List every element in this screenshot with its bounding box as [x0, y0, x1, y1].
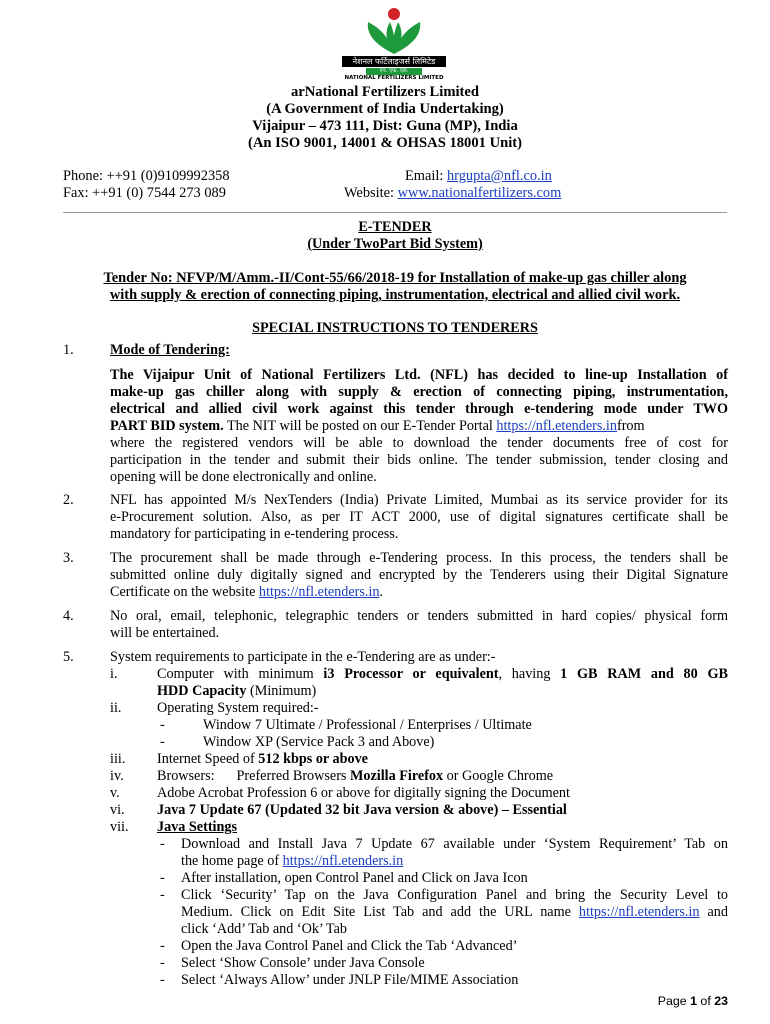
nit-text: The NIT will be posted on our E-Tender Portal — [223, 418, 497, 434]
internet-speed-value: 512 kbps or above — [258, 751, 368, 767]
two-part-bid-bold: PART BID system. — [110, 418, 224, 434]
email-link[interactable]: hrgupta@nfl.co.in — [446, 168, 552, 184]
item-3-line-1: The procurement shall be made through e-Tendering process. In this process, the tenders shall be — [110, 550, 728, 566]
firefox-text: Mozilla Firefox — [350, 768, 444, 784]
item-number-2: 2. — [63, 492, 74, 508]
os-windows-7: Window 7 Ultimate / Professional / Enterprises / Ultimate — [203, 717, 532, 733]
header-divider — [63, 212, 727, 213]
tender-number-line-2: with supply & erection of connecting piping, instrumentation, electrical and allied civil work. — [109, 287, 681, 303]
tender-number-line-1: Tender No: NFVP/M/Amm.-II/Cont-55/66/2018-19 for Installation of make-up gas chiller along — [103, 270, 687, 286]
of-label: of — [696, 994, 715, 1008]
website-label: Website: — [344, 185, 398, 201]
item-4-line-1: No oral, email, telephonic, telegraphic tenders or tenders submitted in hard copies/ physical form — [110, 608, 728, 624]
java-step-5: Select ‘Show Console’ under Java Console — [181, 955, 425, 971]
req-number-vi: vi. — [110, 802, 125, 818]
java-step-1-line-1: Download and Install Java 7 Update 67 available under ‘System Requirement’ Tab on — [181, 836, 728, 852]
req-ii-text: Operating System required:- — [157, 700, 319, 716]
item-2-line-1: NFL has appointed M/s NexTenders (India) Private Limited, Mumbai as its service provider for its — [110, 492, 728, 508]
req-i-hdd: HDD Capacity — [157, 683, 247, 699]
os-windows-xp: Window XP (Service Pack 3 and Above) — [203, 734, 435, 750]
browsers-label: Browsers: — [157, 768, 215, 784]
email-line — [405, 168, 552, 185]
and-text: and — [699, 904, 728, 920]
item-number-4: 4. — [63, 608, 74, 624]
req-number-ii: ii. — [110, 700, 122, 716]
java-step-2: After installation, open Control Panel and Click on Java Icon — [181, 870, 528, 886]
edit-site-list-text: Medium. Click on Edit Site List Tab and add the URL name — [181, 904, 579, 920]
page-label: Page — [657, 994, 691, 1008]
req-vi-text: Java 7 Update 67 (Updated 32 bit Java version & above) – Essential — [157, 802, 567, 818]
item-1-line-3: electrical and allied civil work against this tender through e-tendering mode under TWO — [110, 401, 728, 417]
req-vii-text: Java Settings — [157, 819, 238, 835]
req-i-minimum: (Minimum) — [246, 683, 317, 699]
org-address: Vijaipur – 473 111, Dist: Guna (MP), India — [252, 118, 518, 134]
req-number-iv: iv. — [110, 768, 124, 784]
req-i-processor: i3 Processor or equivalent — [323, 666, 499, 682]
os-dash-1: - — [160, 717, 165, 733]
logo-hindi-name: नेशनल फर्टिलाइजर्स लिमिटेड — [352, 57, 436, 66]
home-page-text: the home page of — [181, 853, 283, 869]
item-1-heading: Mode of Tendering: — [110, 342, 230, 358]
java-dash-1: - — [160, 836, 165, 852]
item-3-line-3 — [110, 584, 728, 601]
certificate-text: Certificate on the website — [110, 584, 259, 600]
item-5-line-1: System requirements to participate in the e-Tendering are as under:- — [110, 649, 496, 665]
etender-website-link[interactable]: https://nfl.etenders.in — [258, 584, 380, 600]
java-step-3-line-2 — [181, 904, 728, 921]
java-home-link[interactable]: https://nfl.etenders.in — [282, 853, 404, 869]
email-label: Email: — [405, 168, 447, 184]
java-dash-2: - — [160, 870, 165, 886]
req-iii-text — [157, 751, 728, 768]
java-step-3-line-3: click ‘Add’ Tab and ‘Ok’ Tab — [181, 921, 347, 937]
preferred-browsers-label: Preferred Browsers — [236, 768, 351, 784]
req-number-iii: iii. — [110, 751, 126, 767]
req-number-vii: vii. — [110, 819, 129, 835]
item-4-line-2: will be entertained. — [110, 625, 220, 641]
java-step-3-line-1: Click ‘Security’ Tap on the Java Configuration Panel and bring the Security Level to — [181, 887, 728, 903]
item-number-5: 5. — [63, 649, 74, 665]
period: . — [379, 584, 384, 600]
item-number-3: 3. — [63, 550, 74, 566]
req-i-text: Computer with minimum — [157, 666, 324, 682]
internet-speed-label: Internet Speed of — [157, 751, 259, 767]
req-i-line-2 — [157, 683, 728, 700]
item-1-line-6: participation in the tender and submit their bids online. The tender submission, tender closing and — [110, 452, 728, 468]
os-dash-2: - — [160, 734, 165, 750]
req-iv-text — [157, 768, 728, 785]
org-iso: (An ISO 9001, 14001 & OHSAS 18001 Unit) — [247, 135, 523, 151]
org-subtitle: (A Government of India Undertaking) — [266, 101, 504, 117]
java-step-4: Open the Java Control Panel and Click the Tab ‘Advanced’ — [181, 938, 518, 954]
java-dash-4: - — [160, 938, 165, 954]
item-2-line-3: mandatory for participating in e-tendering process. — [110, 526, 399, 542]
section-title: SPECIAL INSTRUCTIONS TO TENDERERS — [252, 320, 538, 336]
req-i-line-1 — [157, 666, 728, 683]
item-1-line-4 — [110, 418, 728, 435]
req-v-text: Adobe Acrobat Profession 6 or above for digitally signing the Document — [157, 785, 570, 801]
req-i-ram: 1 GB RAM and 80 GB — [560, 666, 728, 682]
site-list-link[interactable]: https://nfl.etenders.in — [578, 904, 700, 920]
from-text: from — [616, 418, 645, 434]
java-step-6: Select ‘Always Allow’ under JNLP File/MIME Association — [181, 972, 519, 988]
item-3-line-2: submitted online duly digitally signed and encrypted by the Tenderers using their Digital Signature — [110, 567, 728, 583]
java-step-1-line-2 — [181, 853, 728, 870]
item-1-line-2: make-up gas chiller along with supply & erection of connecting piping, instrumentation, — [110, 384, 728, 400]
logo-hindi-abbr: एन. एफ. एल. — [379, 68, 409, 74]
current-page: 1 — [690, 994, 697, 1008]
req-number-v: v. — [110, 785, 120, 801]
page-number — [658, 993, 728, 1010]
fax: Fax: ++91 (0) 7544 273 089 — [63, 185, 226, 201]
org-name: arNational Fertilizers Limited — [290, 84, 480, 100]
chrome-text: or Google Chrome — [443, 768, 554, 784]
logo-english-name: NATIONAL FERTILIZERS LIMITED — [344, 75, 444, 81]
etender-portal-link[interactable]: https://nfl.etenders.in — [496, 418, 617, 434]
req-i-having: , having — [498, 666, 561, 682]
item-1-line-7: opening will be done electronically and online. — [110, 469, 377, 485]
website-link[interactable]: www.nationalfertilizers.com — [397, 185, 562, 201]
req-number-i: i. — [110, 666, 118, 682]
e-tender-title: E-TENDER — [358, 219, 432, 235]
item-1-line-5: where the registered vendors will be able to download the tender documents free of cost for — [110, 435, 728, 451]
java-dash-6: - — [160, 972, 165, 988]
total-pages: 23 — [714, 994, 728, 1008]
bid-system-subtitle: (Under TwoPart Bid System) — [307, 236, 483, 252]
java-dash-3: - — [160, 887, 165, 903]
item-number-1: 1. — [63, 342, 74, 358]
java-dash-5: - — [160, 955, 165, 971]
item-2-line-2: e-Procurement solution. Also, as per IT ACT 2000, use of digital signatures certificate shall be — [110, 509, 728, 525]
nfl-logo — [338, 6, 450, 82]
item-1-line-1: The Vijaipur Unit of National Fertilizers Ltd. (NFL) has decided to line-up Installation of — [110, 367, 728, 383]
website-line — [344, 185, 561, 202]
phone: Phone: ++91 (0)9109992358 — [63, 168, 230, 184]
